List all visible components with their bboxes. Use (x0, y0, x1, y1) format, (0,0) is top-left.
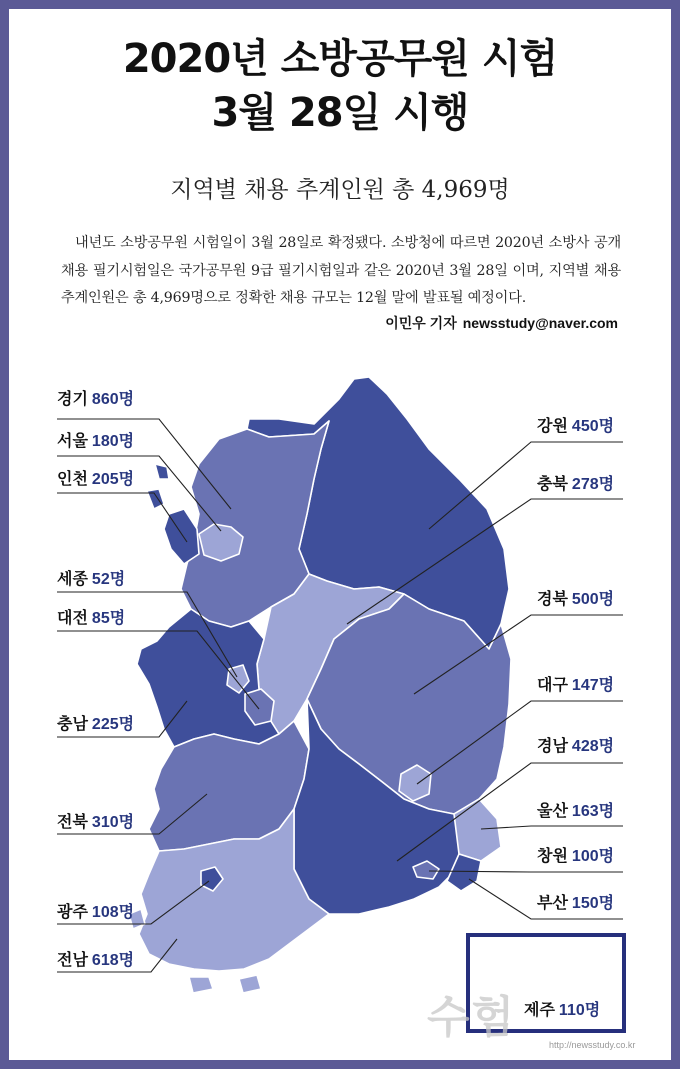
label-daejeon (57, 605, 125, 628)
headline-line-2: 3월 28일 시행 (211, 90, 469, 136)
region-count: 205명 (91, 471, 135, 488)
region-name: 서울 (57, 433, 88, 450)
subtitle: 지역별 채용 추계인원 총 4,969명 (170, 177, 510, 203)
article-body: 내년도 소방공무원 시험일이 3월 28일로 확정됐다. 소방청에 따르면 2020년 소방사 공개채용 필기시험일은 국가공무원 9급 필기시험일과 같은 2020년 3월 28일 이며, 지역별 채용 추계인원은 총 4,969명으로 정확한 채용 규모는 12월 말에 발표될 예정이다. (61, 235, 621, 306)
region-incheon (164, 509, 199, 564)
leader-line-ulsan (481, 826, 623, 829)
reporter-name: 이민우 기자 (385, 315, 457, 331)
region-count: 110명 (558, 1002, 601, 1019)
region-jeonnam-island (239, 975, 261, 993)
label-daegu (537, 672, 614, 695)
label-seoul (57, 428, 134, 451)
region-count: 163명 (571, 803, 615, 820)
region-name: 경기 (57, 391, 88, 408)
region-name: 부산 (537, 895, 568, 912)
label-ulsan (537, 798, 614, 821)
region-name: 제주 (524, 1002, 555, 1019)
region-name: 울산 (537, 803, 568, 820)
region-name: 충남 (57, 716, 88, 733)
label-gyeongbuk (537, 586, 614, 609)
region-count: 860명 (91, 391, 135, 408)
region-jeonnam-island (189, 977, 213, 993)
label-incheon (57, 466, 134, 489)
region-count: 310명 (91, 814, 135, 831)
label-gyeongnam (537, 733, 614, 756)
label-chungbuk (537, 471, 614, 494)
region-count: 428명 (571, 738, 615, 755)
region-name: 광주 (57, 904, 88, 921)
region-count: 100명 (571, 848, 615, 865)
label-gangwon (537, 413, 614, 436)
infographic-frame (9, 9, 671, 1060)
region-name: 인천 (57, 471, 88, 488)
region-chungnam (137, 609, 279, 747)
label-jeonbuk (57, 809, 134, 832)
region-count: 85명 (91, 610, 126, 627)
region-count: 618명 (91, 952, 135, 969)
region-name: 경남 (537, 738, 568, 755)
region-count: 150명 (571, 895, 615, 912)
region-incheon-island (147, 489, 164, 509)
region-count: 147명 (571, 677, 615, 694)
watermark-logo: 수험 (427, 993, 517, 1042)
reporter-email: newsstudy@naver.com (462, 315, 618, 331)
headline-line-1: 2020년 소방공무원 시험 (122, 36, 558, 82)
region-count: 225명 (91, 716, 135, 733)
label-jeonnam (57, 947, 134, 970)
region-name: 전남 (57, 952, 88, 969)
region-count: 52명 (91, 571, 126, 588)
region-name: 세종 (57, 571, 88, 588)
label-gyeonggi (57, 386, 134, 409)
region-count: 450명 (571, 418, 615, 435)
region-name: 충북 (537, 476, 568, 493)
watermark-url: http://newsstudy.co.kr (549, 1040, 636, 1050)
region-count: 500명 (571, 591, 615, 608)
region-name: 경북 (537, 591, 568, 608)
region-name: 대전 (57, 610, 88, 627)
label-changwon (537, 843, 614, 866)
label-jeju (524, 997, 600, 1020)
region-count: 180명 (91, 433, 135, 450)
label-chungnam (57, 711, 134, 734)
label-gwangju (57, 899, 134, 922)
region-count: 278명 (571, 476, 615, 493)
region-name: 강원 (537, 418, 568, 435)
label-sejong (57, 566, 125, 589)
label-busan (537, 890, 614, 913)
region-count: 108명 (91, 904, 135, 921)
region-name: 대구 (537, 677, 568, 694)
region-name: 전북 (57, 814, 88, 831)
region-name: 창원 (537, 848, 568, 865)
